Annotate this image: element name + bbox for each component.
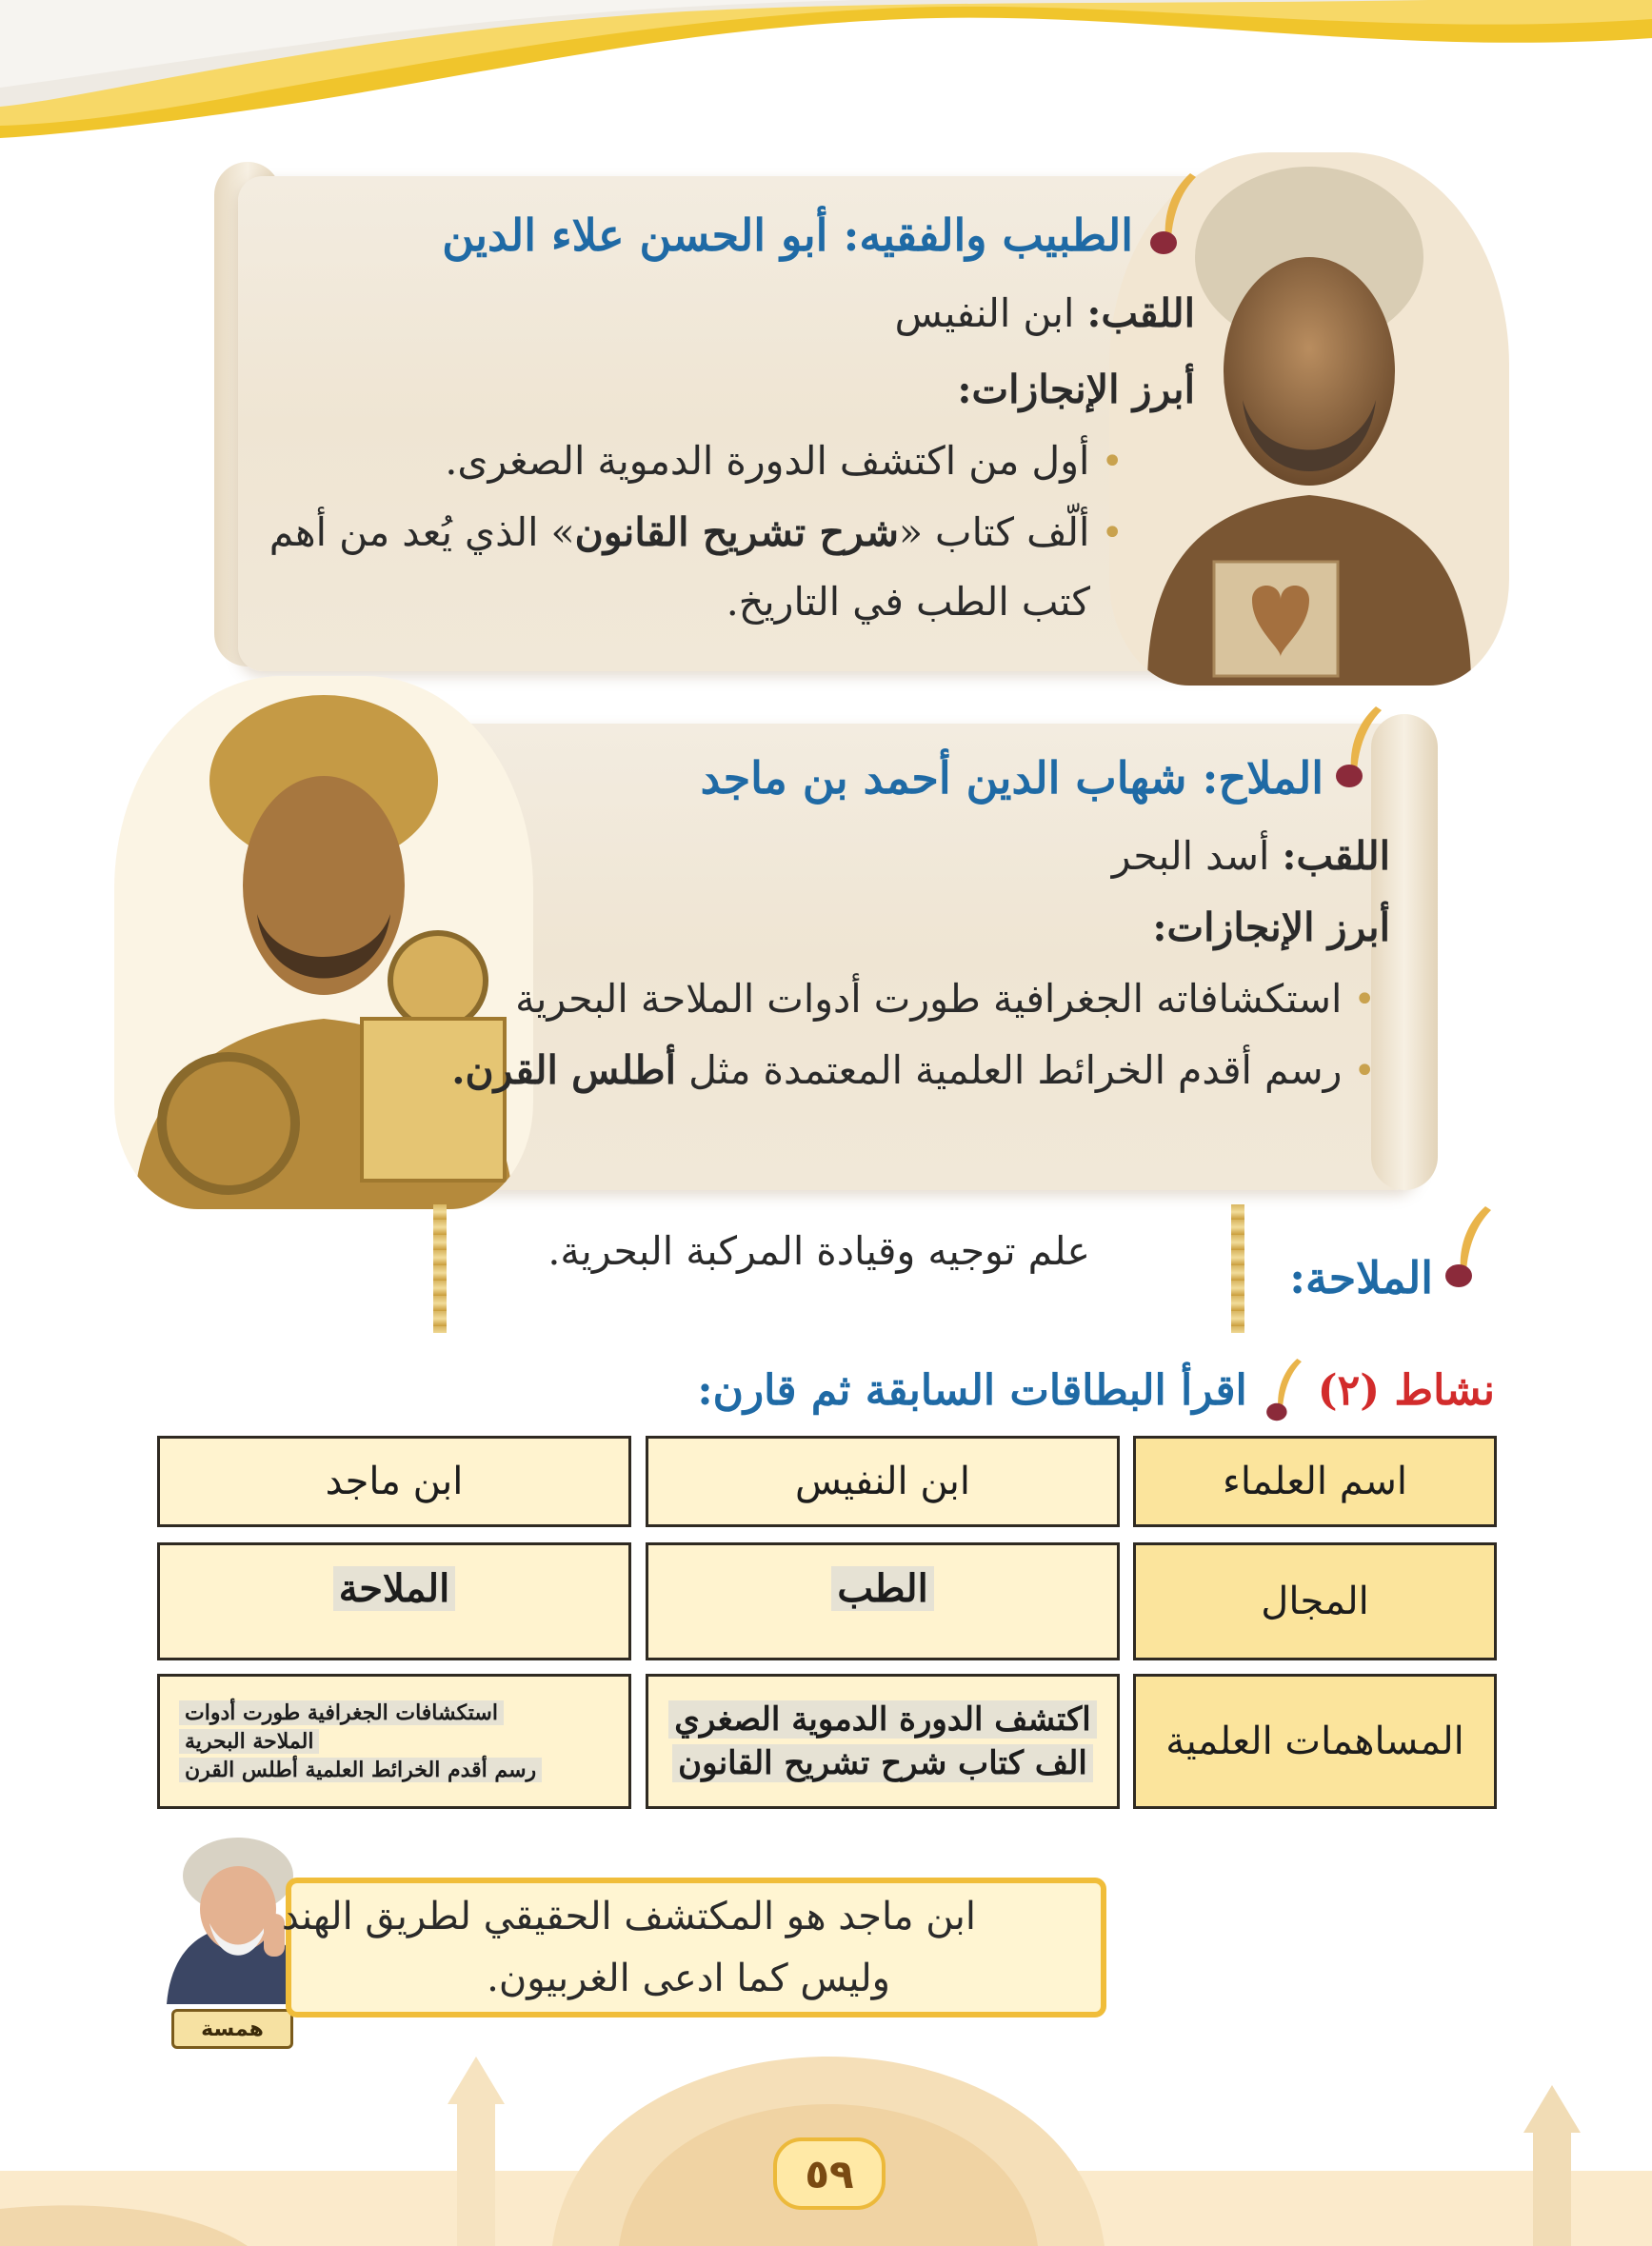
table-contrib-label: المساهمات العلمية xyxy=(1133,1674,1497,1809)
bullet-dot-icon: • xyxy=(1353,978,1376,1022)
definition-bar-left xyxy=(433,1204,447,1333)
activity-instruction: اقرأ البطاقات السابقة ثم قارن: xyxy=(697,1365,1247,1415)
page-number: ٥٩ xyxy=(773,2137,886,2210)
quill-ink-icon xyxy=(1438,1204,1495,1290)
achievements-label: أبرز الإنجازات: xyxy=(957,367,1195,412)
quill-ink-icon xyxy=(1143,171,1200,257)
achievements-label: أبرز الإنجازات: xyxy=(1152,904,1390,950)
table-field-label: المجال xyxy=(1133,1542,1497,1660)
table-header-ibn-majid: ابن ماجد xyxy=(157,1436,631,1527)
definition-term: الملاحة: xyxy=(1289,1252,1433,1303)
whisper-line-1: ابن ماجد هو المكتشف الحقيقي لطريق الهند xyxy=(281,1895,976,1938)
bullet-ibn-nafis-1: •أول من اكتشف الدورة الدموية الصغرى. xyxy=(445,438,1124,484)
table-field-ibn-nafis: الطب xyxy=(646,1542,1120,1660)
bottom-architecture-decor xyxy=(0,2018,1652,2246)
nickname-label: اللقب: xyxy=(1086,290,1195,336)
bullet-ibn-majid-1: •استكشافاته الجغرافية طورت أدوات الملاحة البحرية xyxy=(515,976,1376,1022)
whisper-badge: همسة xyxy=(171,2009,293,2049)
bullet-ibn-nafis-2: •ألّف كتاب «شرح تشريح القانون» الذي يُعد من أهم xyxy=(269,509,1124,555)
table-field-ibn-majid: الملاحة xyxy=(157,1542,631,1660)
table-header-ibn-nafis: ابن النفيس xyxy=(646,1436,1120,1527)
nickname-row-ibn-nafis xyxy=(895,290,1195,336)
nickname-value: ابن النفيس xyxy=(894,290,1075,336)
nickname-value: أسد البحر xyxy=(1111,833,1270,879)
nickname-row-ibn-majid xyxy=(1112,833,1390,879)
table-contrib-ibn-majid: استكشافات الجغرافية طورت أدوات الملاحة البحرية رسم أقدم الخرائط العلمية أطلس القرن xyxy=(157,1674,631,1809)
quill-ink-icon xyxy=(1261,1357,1304,1423)
bullet-ibn-nafis-2-cont: كتب الطب في التاريخ. xyxy=(726,579,1090,625)
whisper-line-2: وليس كما ادعى الغربيون. xyxy=(487,1957,890,2000)
table-contrib-ibn-nafis: اكتشف الدورة الدموية الصغري الف كتاب شرح تشريح القانون xyxy=(646,1674,1120,1809)
bullet-ibn-majid-2: •رسم أقدم الخرائط العلمية المعتمدة مثل أطلس القرن. xyxy=(451,1047,1376,1093)
card-title-ibn-majid: الملاح: شهاب الدين أحمد بن ماجد xyxy=(700,752,1324,804)
table-header-scientists: اسم العلماء xyxy=(1133,1436,1497,1527)
definition-bar-right xyxy=(1231,1204,1244,1333)
activity-header xyxy=(697,1357,1495,1423)
activity-label: نشاط (٢) xyxy=(1317,1365,1495,1415)
portrait-ibn-majid xyxy=(114,676,533,1209)
bullet-dot-icon: • xyxy=(1101,440,1124,484)
card-title-ibn-nafis: الطبيب والفقيه: أبو الحسن علاء الدين xyxy=(442,209,1133,261)
definition-text: علم توجيه وقيادة المركبة البحرية. xyxy=(547,1228,1090,1274)
bullet-dot-icon: • xyxy=(1101,511,1124,555)
bullet-dot-icon: • xyxy=(1353,1049,1376,1093)
nickname-label: اللقب: xyxy=(1282,833,1390,879)
top-decorative-wave xyxy=(0,0,1652,143)
quill-ink-icon xyxy=(1328,705,1385,790)
